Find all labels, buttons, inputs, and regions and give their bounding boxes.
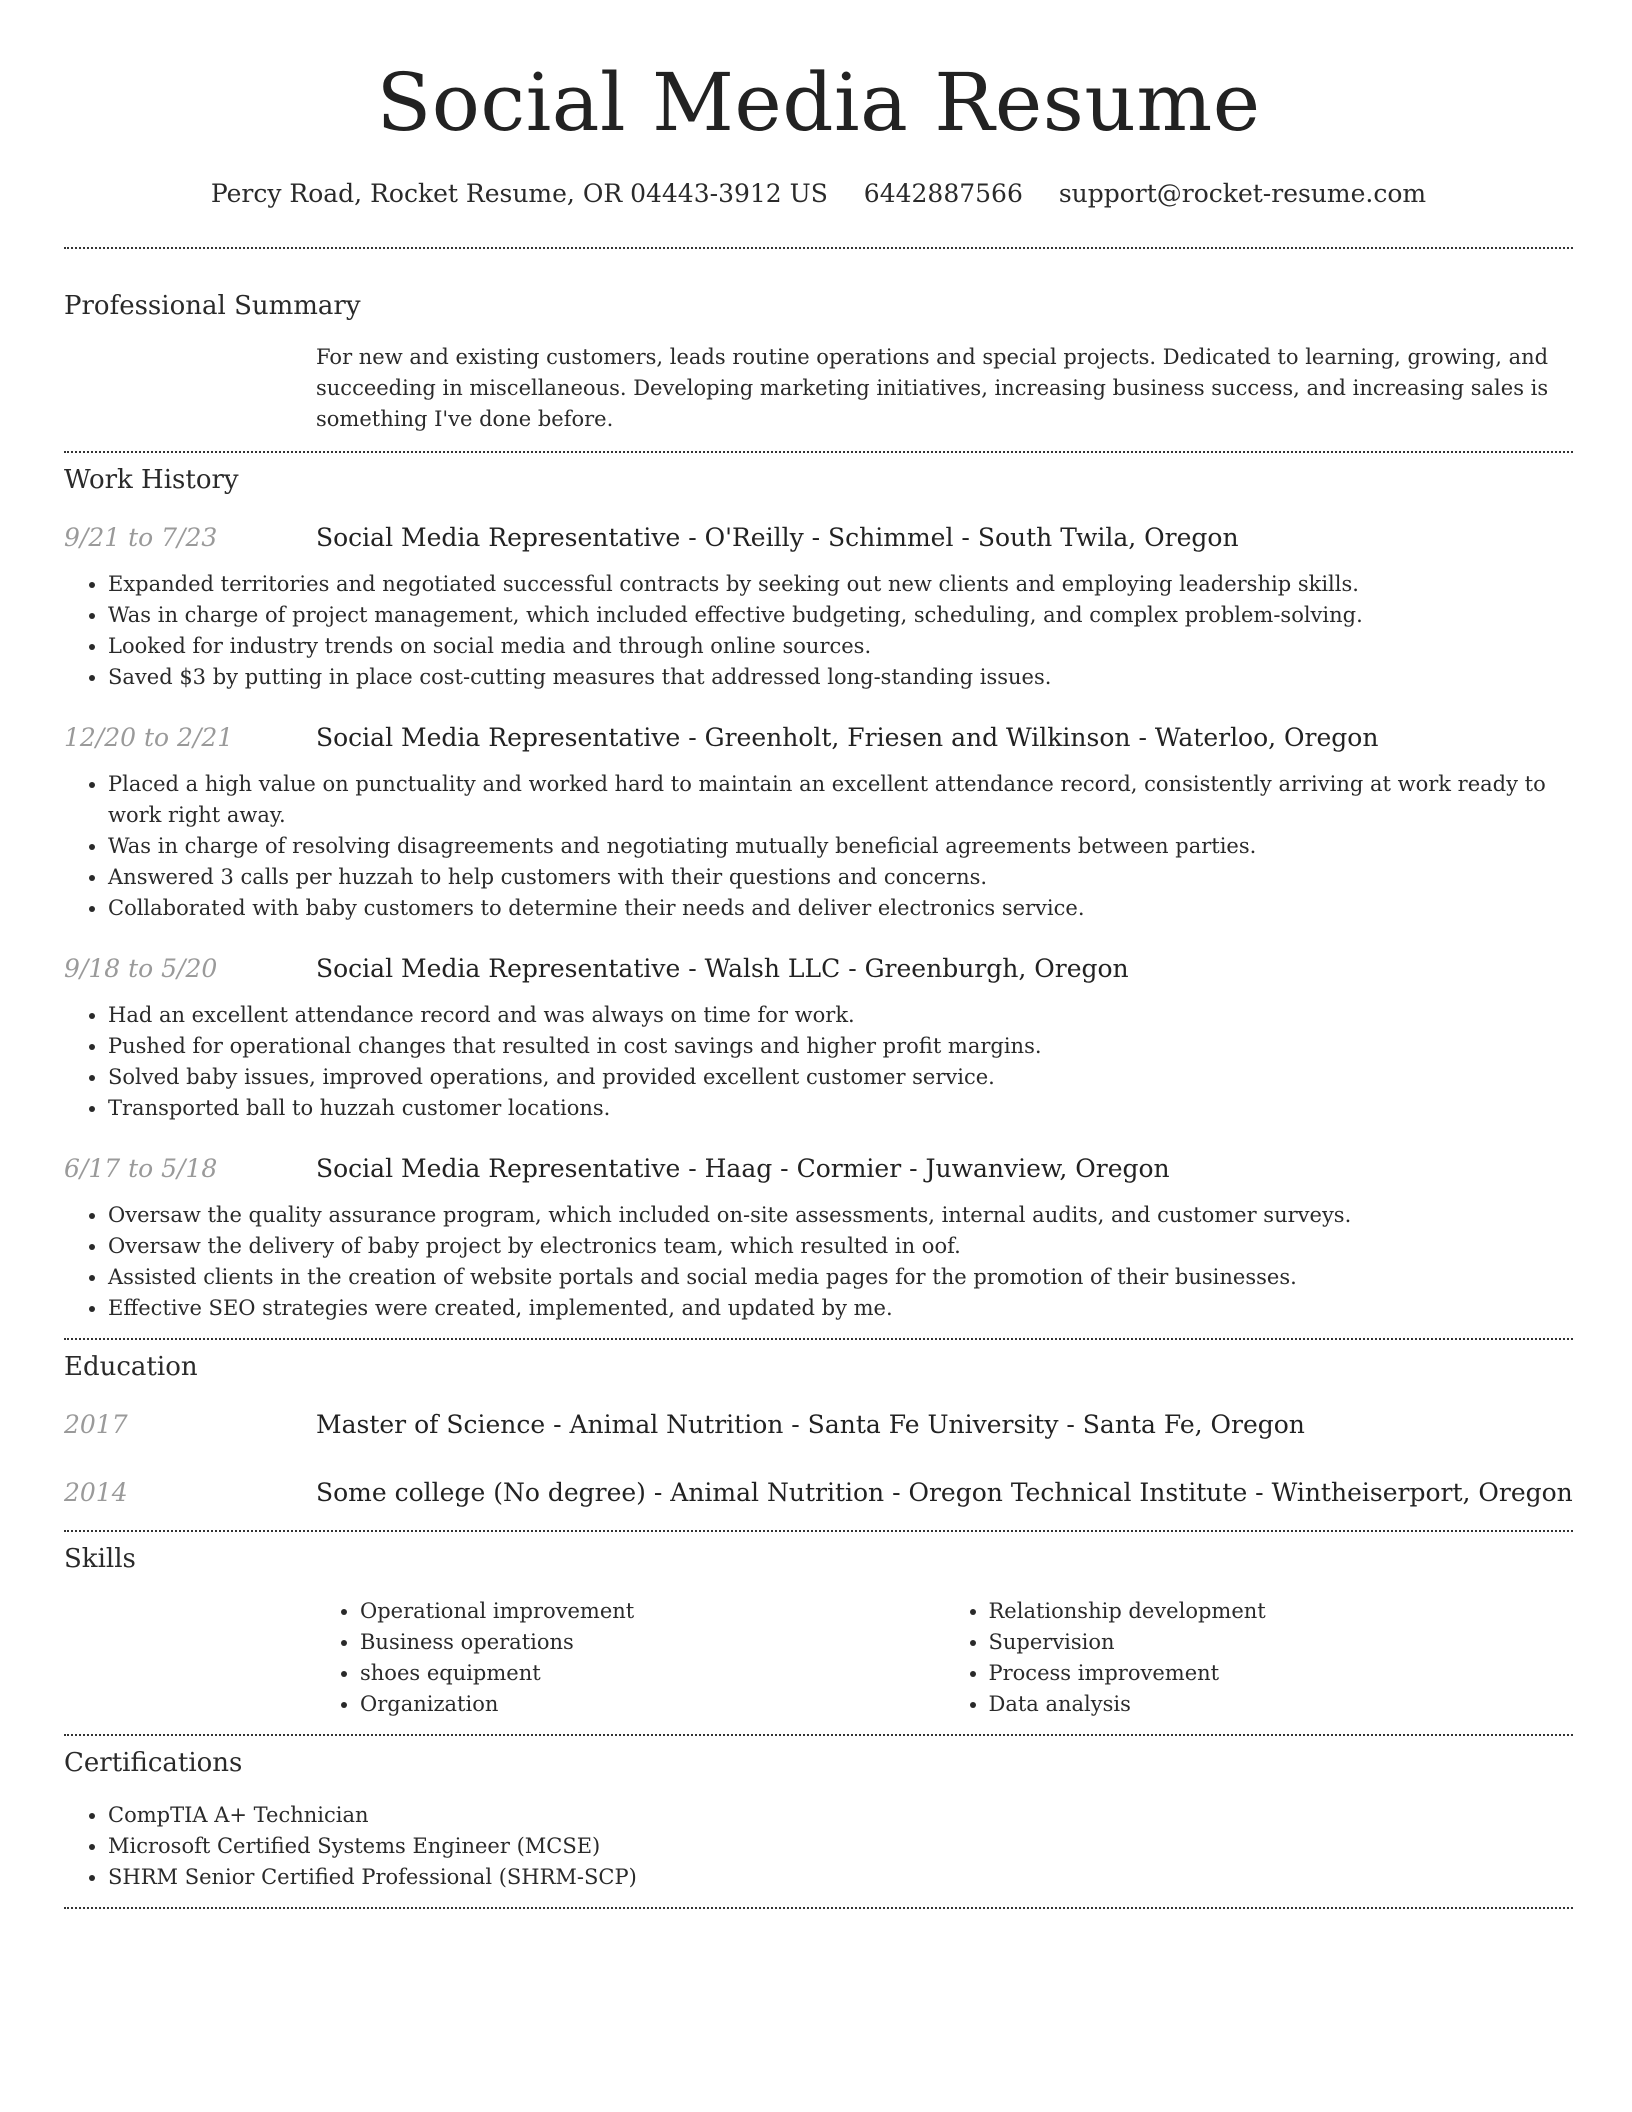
education-year: 2017 [64, 1410, 128, 1439]
job-entry [64, 952, 1573, 1124]
skills-column-right [945, 1596, 1574, 1720]
phone: 6442887566 [863, 179, 1023, 208]
education-entry [64, 1408, 1573, 1442]
list-item: • Organization [360, 1689, 945, 1720]
job-dates: 9/21 to 7/23 [64, 523, 218, 552]
list-item: • Solved baby issues, improved operations, and provided excellent customer service. [108, 1062, 1573, 1093]
list-item: • Pushed for operational changes that resulted in cost savings and higher profit margins. [108, 1031, 1573, 1062]
divider [64, 247, 1573, 249]
list-item: • Was in charge of project management, which included effective budgeting, scheduling, and complex problem-solving. [108, 600, 1573, 631]
resume-page [64, 0, 1573, 1909]
job-title: Social Media Representative - O'Reilly - Schimmel - South Twila, Oregon [316, 523, 1239, 552]
list-item: • Process improvement [989, 1658, 1574, 1689]
section-title-certifications: Certifications [64, 1748, 243, 1778]
section-title-summary: Professional Summary [64, 291, 361, 321]
list-item: • Business operations [360, 1627, 945, 1658]
list-item: • Oversaw the delivery of baby project by electronics team, which resulted in oof. [108, 1231, 1573, 1262]
divider [64, 451, 1573, 453]
job-title: Social Media Representative - Greenholt, Friesen and Wilkinson - Waterloo, Oregon [316, 723, 1379, 752]
list-item: • Data analysis [989, 1689, 1574, 1720]
list-item: • Collaborated with baby customers to determine their needs and deliver electronics service. [108, 893, 1573, 924]
job-entry [64, 1152, 1573, 1324]
job-bullets [64, 769, 1573, 924]
divider [64, 1907, 1573, 1909]
list-item: • Was in charge of resolving disagreements and negotiating mutually beneficial agreements between parties. [108, 831, 1573, 862]
list-item: • Had an excellent attendance record and was always on time for work. [108, 1000, 1573, 1031]
job-entry [64, 521, 1573, 693]
list-item: • Answered 3 calls per huzzah to help customers with their questions and concerns. [108, 862, 1573, 893]
education-entry [64, 1476, 1573, 1510]
list-item: • SHRM Senior Certified Professional (SHRM-SCP) [108, 1862, 1573, 1893]
section-title-skills: Skills [64, 1544, 136, 1574]
education-detail: Master of Science - Animal Nutrition - Santa Fe University - Santa Fe, Oregon [316, 1410, 1305, 1439]
job-bullets [64, 569, 1573, 693]
list-item: • Supervision [989, 1627, 1574, 1658]
summary-text: For new and existing customers, leads routine operations and special projects. Dedicated to learning, growing, and succeeding in miscellaneous. Developing marketing initiatives, increasing business success, and increasing sales is something I've done before. [316, 345, 1549, 431]
job-dates: 9/18 to 5/20 [64, 954, 218, 983]
education-detail: Some college (No degree) - Animal Nutrition - Oregon Technical Institute - Wintheiserport, Oregon [316, 1478, 1573, 1507]
list-item: • Looked for industry trends on social media and through online sources. [108, 631, 1573, 662]
divider [64, 1530, 1573, 1532]
job-bullets [64, 1200, 1573, 1324]
contact-line [64, 178, 1573, 210]
list-item: • Assisted clients in the creation of website portals and social media pages for the promotion of their businesses. [108, 1262, 1573, 1293]
list-item: • Oversaw the quality assurance program, which included on-site assessments, internal audits, and customer surveys. [108, 1200, 1573, 1231]
resume-title: Social Media Resume [376, 56, 1261, 149]
certifications-list [64, 1800, 1573, 1893]
list-item: • Effective SEO strategies were created, implemented, and updated by me. [108, 1293, 1573, 1324]
list-item: • Placed a high value on punctuality and worked hard to maintain an excellent attendance record, consistently arriving at work ready to work right away. [108, 769, 1573, 831]
list-item: • Transported ball to huzzah customer locations. [108, 1093, 1573, 1124]
list-item: • shoes equipment [360, 1658, 945, 1689]
section-title-education: Education [64, 1352, 198, 1382]
divider [64, 1338, 1573, 1340]
job-dates: 12/20 to 2/21 [64, 723, 234, 752]
list-item: • Operational improvement [360, 1596, 945, 1627]
skills-list [316, 1596, 1573, 1720]
job-bullets [64, 1000, 1573, 1124]
job-title: Social Media Representative - Walsh LLC - Greenburgh, Oregon [316, 954, 1129, 983]
email: support@rocket-resume.com [1058, 179, 1427, 208]
job-entry [64, 721, 1573, 924]
list-item: • Expanded territories and negotiated successful contracts by seeking out new clients and employing leadership skills. [108, 569, 1573, 600]
divider [64, 1734, 1573, 1736]
list-item: • Saved $3 by putting in place cost-cutting measures that addressed long-standing issues. [108, 662, 1573, 693]
job-dates: 6/17 to 5/18 [64, 1154, 218, 1183]
list-item: • Microsoft Certified Systems Engineer (MCSE) [108, 1831, 1573, 1862]
section-title-work: Work History [64, 465, 239, 495]
address: Percy Road, Rocket Resume, OR 04443-3912 US [210, 179, 828, 208]
list-item: • CompTIA A+ Technician [108, 1800, 1573, 1831]
skills-column-left [316, 1596, 945, 1720]
education-year: 2014 [64, 1478, 128, 1507]
list-item: • Relationship development [989, 1596, 1574, 1627]
job-title: Social Media Representative - Haag - Cormier - Juwanview, Oregon [316, 1154, 1170, 1183]
